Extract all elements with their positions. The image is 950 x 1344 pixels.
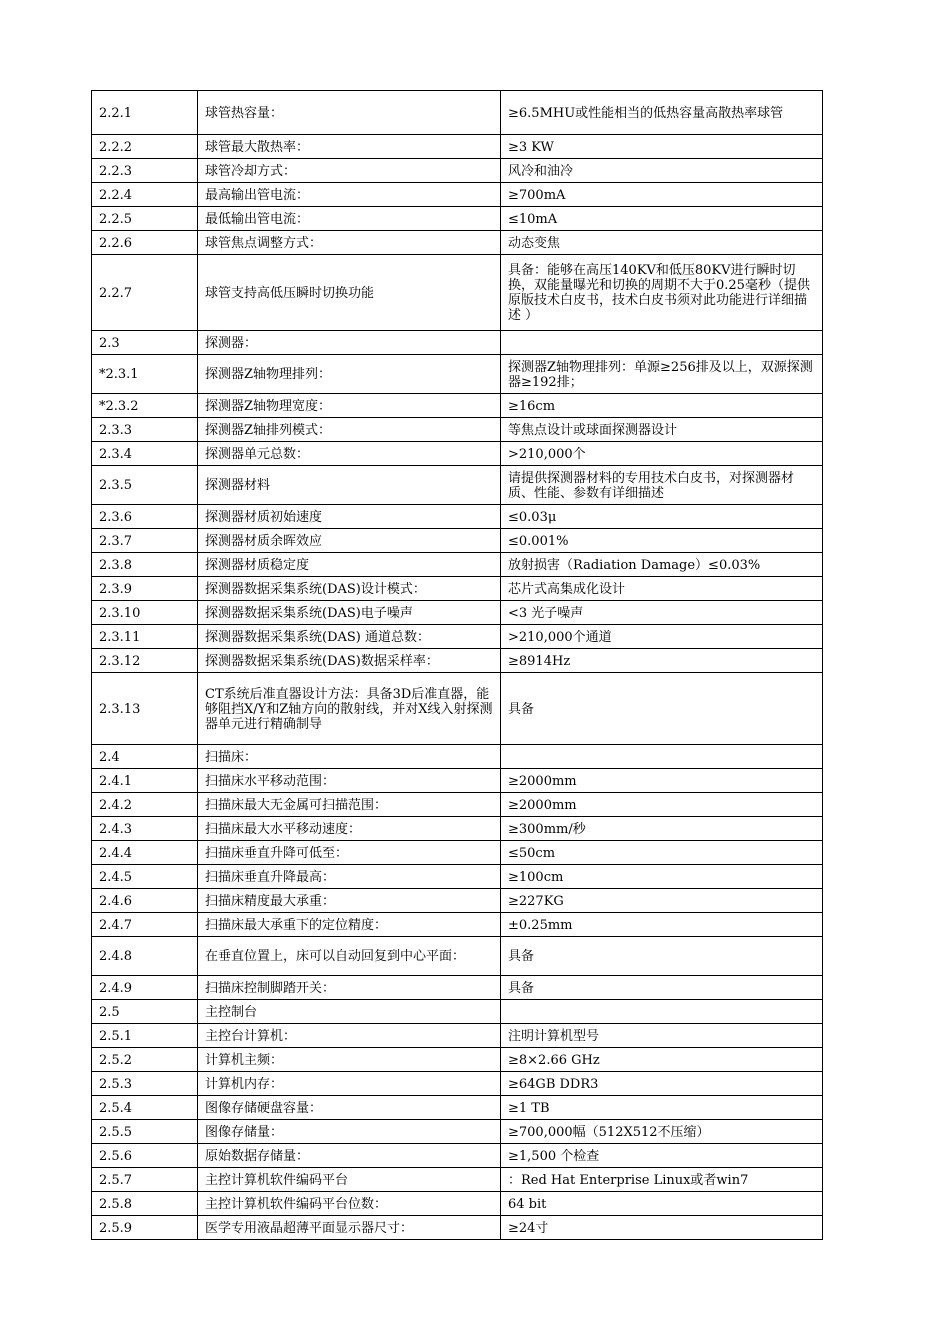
table-row bbox=[92, 745, 823, 769]
row-number: 2.5.9 bbox=[92, 1216, 198, 1240]
row-number: 2.3.10 bbox=[92, 601, 198, 625]
row-item: 在垂直位置上，床可以自动回复到中心平面： bbox=[198, 937, 501, 976]
table-row bbox=[92, 976, 823, 1000]
row-requirement: >210,000个通道 bbox=[501, 625, 823, 649]
table-row bbox=[92, 135, 823, 159]
row-requirement: ≥8×2.66 GHz bbox=[501, 1048, 823, 1072]
row-requirement: ≥16cm bbox=[501, 394, 823, 418]
row-item: 主控台计算机： bbox=[198, 1024, 501, 1048]
table-row bbox=[92, 418, 823, 442]
row-requirement: 探测器Z轴物理排列：单源≥256排及以上，双源探测器≥192排； bbox=[501, 355, 823, 394]
row-item: 探测器数据采集系统(DAS)数据采样率： bbox=[198, 649, 501, 673]
row-requirement: 风冷和油冷 bbox=[501, 159, 823, 183]
row-number: 2.3.3 bbox=[92, 418, 198, 442]
table-row bbox=[92, 1096, 823, 1120]
row-item: 探测器Z轴排列模式： bbox=[198, 418, 501, 442]
table-row bbox=[92, 442, 823, 466]
row-item: 主控计算机软件编码平台 bbox=[198, 1168, 501, 1192]
table-row bbox=[92, 625, 823, 649]
table-row bbox=[92, 1072, 823, 1096]
row-number: 2.4.2 bbox=[92, 793, 198, 817]
row-number: 2.5.2 bbox=[92, 1048, 198, 1072]
row-number: 2.2.7 bbox=[92, 255, 198, 331]
row-number: 2.3.12 bbox=[92, 649, 198, 673]
row-requirement: ≥100cm bbox=[501, 865, 823, 889]
row-item: 图像存储量： bbox=[198, 1120, 501, 1144]
row-item: 扫描床水平移动范围： bbox=[198, 769, 501, 793]
table-row bbox=[92, 913, 823, 937]
row-requirement: ±0.25mm bbox=[501, 913, 823, 937]
row-requirement: ≥8914Hz bbox=[501, 649, 823, 673]
table-row bbox=[92, 355, 823, 394]
row-item: 探测器数据采集系统(DAS)电子噪声 bbox=[198, 601, 501, 625]
row-requirement: ≥700mA bbox=[501, 183, 823, 207]
row-number: 2.3.5 bbox=[92, 466, 198, 505]
row-requirement: 具备 bbox=[501, 937, 823, 976]
row-requirement bbox=[501, 745, 823, 769]
row-number: 2.3.7 bbox=[92, 529, 198, 553]
row-item: 探测器Z轴物理宽度： bbox=[198, 394, 501, 418]
table-row bbox=[92, 1216, 823, 1240]
table-row bbox=[92, 183, 823, 207]
table-row bbox=[92, 1048, 823, 1072]
table-row bbox=[92, 601, 823, 625]
spec-table bbox=[91, 90, 823, 1240]
row-number: 2.4.9 bbox=[92, 976, 198, 1000]
row-requirement: ≥1 TB bbox=[501, 1096, 823, 1120]
row-requirement: >210,000个 bbox=[501, 442, 823, 466]
table-row bbox=[92, 937, 823, 976]
table-row bbox=[92, 159, 823, 183]
row-item: 扫描床最大承重下的定位精度： bbox=[198, 913, 501, 937]
row-requirement bbox=[501, 331, 823, 355]
table-row bbox=[92, 841, 823, 865]
row-requirement: ≥24寸 bbox=[501, 1216, 823, 1240]
row-item: 计算机内存： bbox=[198, 1072, 501, 1096]
row-item: 扫描床最大水平移动速度： bbox=[198, 817, 501, 841]
row-number: 2.5.7 bbox=[92, 1168, 198, 1192]
row-item: 主控制台 bbox=[198, 1000, 501, 1024]
row-item: 扫描床垂直升降可低至： bbox=[198, 841, 501, 865]
table-row bbox=[92, 817, 823, 841]
table-row bbox=[92, 769, 823, 793]
row-number: 2.2.3 bbox=[92, 159, 198, 183]
row-number: 2.4.1 bbox=[92, 769, 198, 793]
row-number: 2.4.5 bbox=[92, 865, 198, 889]
table-row bbox=[92, 673, 823, 745]
row-item: 球管最大散热率： bbox=[198, 135, 501, 159]
row-requirement bbox=[501, 1000, 823, 1024]
row-number: 2.3.11 bbox=[92, 625, 198, 649]
row-item: 扫描床最大无金属可扫描范围： bbox=[198, 793, 501, 817]
table-row bbox=[92, 649, 823, 673]
row-requirement: ≥700,000幅（512X512不压缩） bbox=[501, 1120, 823, 1144]
row-requirement: 等焦点设计或球面探测器设计 bbox=[501, 418, 823, 442]
row-item: 图像存储硬盘容量： bbox=[198, 1096, 501, 1120]
row-item: 计算机主频： bbox=[198, 1048, 501, 1072]
row-item: 球管支持高低压瞬时切换功能 bbox=[198, 255, 501, 331]
table-row bbox=[92, 553, 823, 577]
row-item: 探测器材质余晖效应 bbox=[198, 529, 501, 553]
row-number: 2.5.6 bbox=[92, 1144, 198, 1168]
row-item: 探测器数据采集系统(DAS) 通道总数： bbox=[198, 625, 501, 649]
row-number: 2.2.6 bbox=[92, 231, 198, 255]
row-item: 扫描床精度最大承重： bbox=[198, 889, 501, 913]
row-number: 2.5.1 bbox=[92, 1024, 198, 1048]
row-requirement: 请提供探测器材料的专用技术白皮书，对探测器材质、性能、参数有详细描述 bbox=[501, 466, 823, 505]
row-requirement: ≤10mA bbox=[501, 207, 823, 231]
row-requirement: ≥3 KW bbox=[501, 135, 823, 159]
row-number: 2.4.7 bbox=[92, 913, 198, 937]
row-item: 原始数据存储量： bbox=[198, 1144, 501, 1168]
row-number: 2.3.6 bbox=[92, 505, 198, 529]
row-number: *2.3.2 bbox=[92, 394, 198, 418]
row-number: 2.3 bbox=[92, 331, 198, 355]
row-requirement: 具备：能够在高压140KV和低压80KV进行瞬时切换，双能量曝光和切换的周期不大于0.25毫秒（提供原版技术白皮书，技术白皮书须对此功能进行详细描述 ） bbox=[501, 255, 823, 331]
table-row bbox=[92, 529, 823, 553]
table-row bbox=[92, 207, 823, 231]
row-item: 探测器： bbox=[198, 331, 501, 355]
row-number: 2.5.8 bbox=[92, 1192, 198, 1216]
row-number: *2.3.1 bbox=[92, 355, 198, 394]
row-item: 探测器材质稳定度 bbox=[198, 553, 501, 577]
table-row bbox=[92, 1192, 823, 1216]
row-requirement: 动态变焦 bbox=[501, 231, 823, 255]
row-number: 2.4.8 bbox=[92, 937, 198, 976]
table-row bbox=[92, 91, 823, 135]
row-item: 探测器单元总数： bbox=[198, 442, 501, 466]
table-row bbox=[92, 1120, 823, 1144]
row-number: 2.5.4 bbox=[92, 1096, 198, 1120]
table-row bbox=[92, 1024, 823, 1048]
row-requirement: ≥1,500 个检查 bbox=[501, 1144, 823, 1168]
table-row bbox=[92, 505, 823, 529]
row-requirement: ≥64GB DDR3 bbox=[501, 1072, 823, 1096]
row-requirement: ≥227KG bbox=[501, 889, 823, 913]
table-row bbox=[92, 889, 823, 913]
row-number: 2.4 bbox=[92, 745, 198, 769]
spec-table-body bbox=[92, 91, 823, 1240]
row-item: 最高输出管电流： bbox=[198, 183, 501, 207]
row-item: CT系统后准直器设计方法：具备3D后准直器，能够阻挡X/Y和Z轴方向的散射线，并对X线入射探测器单元进行精确制导 bbox=[198, 673, 501, 745]
row-number: 2.2.4 bbox=[92, 183, 198, 207]
row-requirement: 注明计算机型号 bbox=[501, 1024, 823, 1048]
row-requirement: ≤0.03μ bbox=[501, 505, 823, 529]
row-item: 探测器Z轴物理排列： bbox=[198, 355, 501, 394]
table-row bbox=[92, 1000, 823, 1024]
row-number: 2.3.4 bbox=[92, 442, 198, 466]
row-number: 2.5.5 bbox=[92, 1120, 198, 1144]
row-requirement: ≥6.5MHU或性能相当的低热容量高散热率球管 bbox=[501, 91, 823, 135]
row-number: 2.2.2 bbox=[92, 135, 198, 159]
row-item: 探测器数据采集系统(DAS)设计模式： bbox=[198, 577, 501, 601]
row-number: 2.3.8 bbox=[92, 553, 198, 577]
row-number: 2.4.4 bbox=[92, 841, 198, 865]
row-item: 扫描床： bbox=[198, 745, 501, 769]
row-requirement: 放射损害（Radiation Damage）≤0.03% bbox=[501, 553, 823, 577]
row-number: 2.2.1 bbox=[92, 91, 198, 135]
table-row bbox=[92, 793, 823, 817]
row-number: 2.4.3 bbox=[92, 817, 198, 841]
table-row bbox=[92, 331, 823, 355]
row-item: 球管冷却方式： bbox=[198, 159, 501, 183]
table-row bbox=[92, 1168, 823, 1192]
table-row bbox=[92, 577, 823, 601]
table-row bbox=[92, 255, 823, 331]
table-row bbox=[92, 394, 823, 418]
row-requirement: 芯片式高集成化设计 bbox=[501, 577, 823, 601]
table-row bbox=[92, 865, 823, 889]
row-number: 2.2.5 bbox=[92, 207, 198, 231]
row-number: 2.3.9 bbox=[92, 577, 198, 601]
row-item: 探测器材质初始速度 bbox=[198, 505, 501, 529]
row-item: 主控计算机软件编码平台位数： bbox=[198, 1192, 501, 1216]
row-requirement: ：Red Hat Enterprise Linux或者win7 bbox=[501, 1168, 823, 1192]
row-item: 扫描床控制脚踏开关： bbox=[198, 976, 501, 1000]
row-number: 2.5.3 bbox=[92, 1072, 198, 1096]
row-requirement: ≤0.001% bbox=[501, 529, 823, 553]
row-requirement: 具备 bbox=[501, 673, 823, 745]
row-requirement: ≥300mm/秒 bbox=[501, 817, 823, 841]
row-requirement: ≥2000mm bbox=[501, 769, 823, 793]
row-requirement: <3 光子噪声 bbox=[501, 601, 823, 625]
row-item: 最低输出管电流： bbox=[198, 207, 501, 231]
row-requirement: ≥2000mm bbox=[501, 793, 823, 817]
row-item: 扫描床垂直升降最高： bbox=[198, 865, 501, 889]
row-item: 医学专用液晶超薄平面显示器尺寸： bbox=[198, 1216, 501, 1240]
row-item: 球管热容量： bbox=[198, 91, 501, 135]
row-number: 2.3.13 bbox=[92, 673, 198, 745]
table-row bbox=[92, 466, 823, 505]
table-row bbox=[92, 231, 823, 255]
row-requirement: 具备 bbox=[501, 976, 823, 1000]
row-requirement: ≤50cm bbox=[501, 841, 823, 865]
row-requirement: 64 bit bbox=[501, 1192, 823, 1216]
row-number: 2.4.6 bbox=[92, 889, 198, 913]
row-item: 球管焦点调整方式： bbox=[198, 231, 501, 255]
row-number: 2.5 bbox=[92, 1000, 198, 1024]
row-item: 探测器材料 bbox=[198, 466, 501, 505]
table-row bbox=[92, 1144, 823, 1168]
